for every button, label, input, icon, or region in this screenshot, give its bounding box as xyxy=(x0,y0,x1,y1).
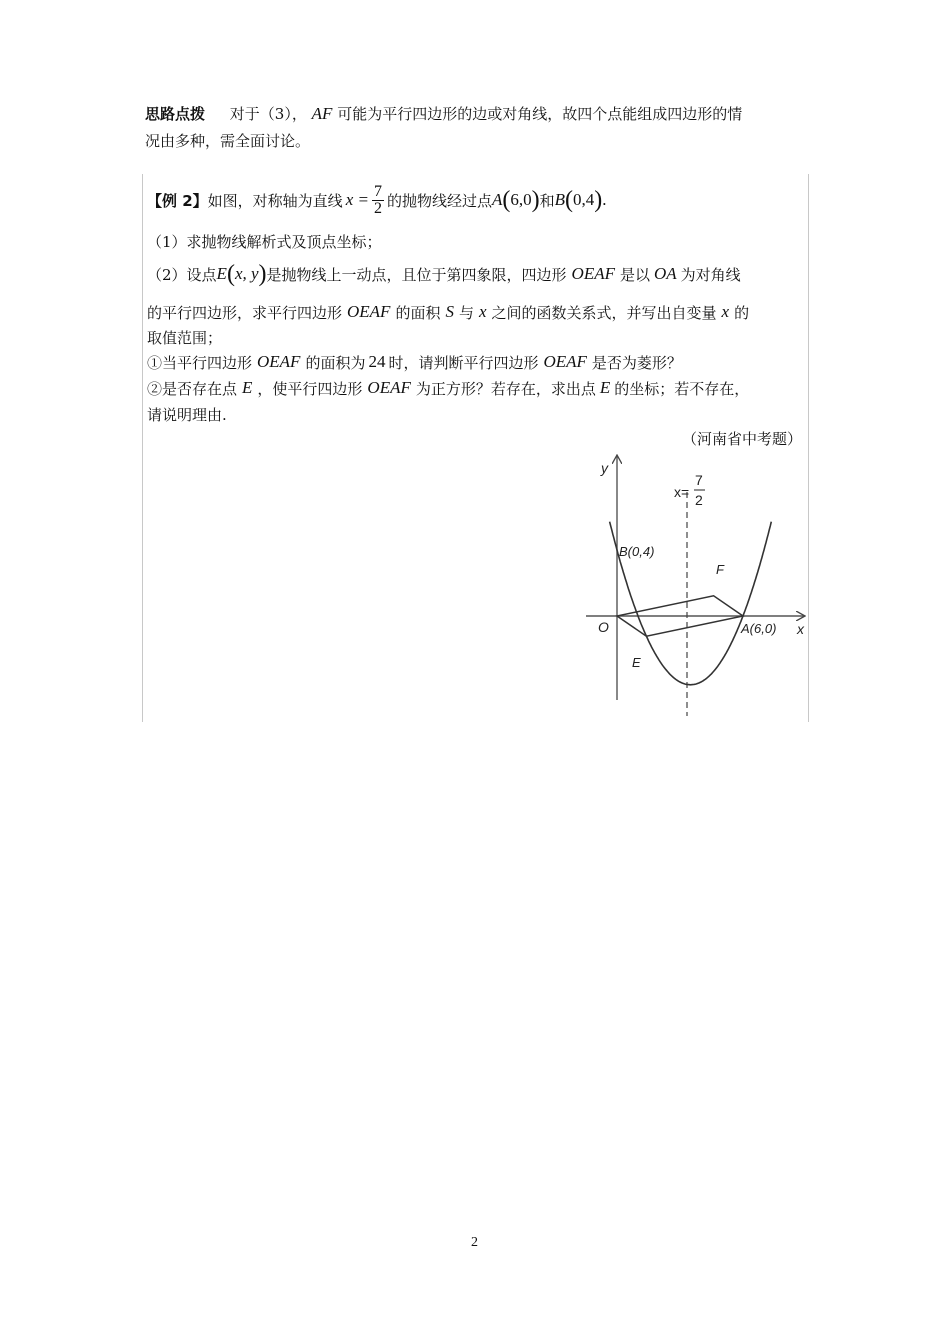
sub2-text-d: 的坐标；若不存在， xyxy=(614,379,750,398)
source-note: （河南省中考题） xyxy=(681,430,802,448)
axis-frac-den: 2 xyxy=(695,492,703,508)
paren-open: ( xyxy=(226,261,235,287)
q2-text-b: 是抛物线上一动点，且位于第四象限，四边形 xyxy=(266,265,567,284)
sub-question-2-line-1 xyxy=(147,376,749,400)
origin-label: O xyxy=(598,619,609,635)
fraction-denominator: 2 xyxy=(373,199,382,217)
page-number: 2 xyxy=(471,1235,478,1250)
q2-text-c: 是以 xyxy=(619,265,650,284)
sub2-oeaf: OEAF xyxy=(367,378,411,397)
paren-close: ) xyxy=(258,261,267,287)
point-f-label: F xyxy=(716,562,724,577)
q2-xy: x, y xyxy=(234,264,259,283)
sub2-e-2: E xyxy=(599,378,611,397)
example-frame-left xyxy=(142,174,143,722)
parabola-figure xyxy=(582,450,810,722)
q2l2-oeaf: OEAF xyxy=(347,302,391,321)
example-line-1 xyxy=(147,178,607,222)
y-axis-label: y xyxy=(601,460,608,476)
hint-line-1 xyxy=(145,103,742,124)
point-a: A xyxy=(491,190,503,209)
example-passes: 的抛物线经过点 xyxy=(386,191,492,210)
x-axis-label: x xyxy=(797,621,804,637)
example-x-eq: x = xyxy=(345,190,369,209)
sub1-oeaf-2: OEAF xyxy=(543,352,587,371)
paren-close: ) xyxy=(531,187,540,213)
point-b-label: B(0,4) xyxy=(619,544,655,559)
q2l2-text-c: 与 xyxy=(458,303,474,322)
q2-point-e: E xyxy=(216,264,227,283)
question-2-line-3: 取值范围； xyxy=(147,329,223,347)
q2l2-text-b: 的面积 xyxy=(395,303,441,322)
sub1-24: 24 xyxy=(368,352,386,371)
point-a-label: A(6,0) xyxy=(741,621,777,636)
axis-eq-label: x= xyxy=(674,484,690,500)
q2-oa: OA xyxy=(654,264,677,283)
point-e-label: E xyxy=(632,655,641,670)
question-2-line-2 xyxy=(147,300,749,324)
paren-open: ( xyxy=(502,187,511,213)
sub-question-2-line-2: 请说明理由. xyxy=(147,406,227,424)
q2-oeaf: OEAF xyxy=(571,264,615,283)
q2-text-d: 为对角线 xyxy=(680,265,741,284)
hint-text-2: 可能为平行四边形的边或对角线，故四个点能组成四边形的情 xyxy=(337,105,743,123)
example-intro: 如图，对称轴为直线 xyxy=(207,191,343,210)
sub1-text-c: 时，请判断平行四边形 xyxy=(388,353,539,372)
hint-text-1: 对于（3）， xyxy=(229,105,307,123)
axis-frac-num: 7 xyxy=(695,472,703,488)
sub2-e: E xyxy=(242,378,253,397)
example-period: . xyxy=(602,190,607,209)
sub-question-1 xyxy=(147,350,682,374)
sub1-text-b: 的面积为 xyxy=(305,353,366,372)
hint-label: 思路点拨 xyxy=(145,105,206,123)
hint-line-2: 况由多种，需全面讨论。 xyxy=(145,132,311,150)
sub2-text-b: ，使平行四边形 xyxy=(257,379,363,398)
fraction-numerator: 7 xyxy=(373,182,382,200)
example-fraction xyxy=(372,184,384,217)
q2l2-x2: x xyxy=(721,302,730,321)
q2l2-text-a: 的平行四边形，求平行四边形 xyxy=(147,303,343,322)
coord-b: 0,4 xyxy=(573,190,595,209)
sub2-text-c: 为正方形？若存在，求出点 xyxy=(415,379,596,398)
q2l2-s: S xyxy=(445,302,454,321)
paren-close: ) xyxy=(594,187,603,213)
q2l2-text-d: 之间的函数关系式，并写出自变量 xyxy=(491,303,717,322)
hint-af: AF xyxy=(311,104,333,123)
coord-a: 6,0 xyxy=(510,190,532,209)
q2l2-text-e: 的 xyxy=(734,303,750,322)
point-b: B xyxy=(554,190,566,209)
q2l2-x: x xyxy=(478,302,487,321)
sub1-oeaf: OEAF xyxy=(257,352,301,371)
question-1: （1）求抛物线解析式及顶点坐标； xyxy=(147,233,382,251)
question-2-line-1 xyxy=(147,258,741,290)
sub1-text-a: ①当平行四边形 xyxy=(147,353,253,372)
sub2-text-a: ②是否存在点 xyxy=(147,379,238,398)
paren-open: ( xyxy=(565,187,574,213)
example-label: 【例 2】 xyxy=(147,191,208,210)
example-and: 和 xyxy=(539,191,555,210)
sub1-text-d: 是否为菱形？ xyxy=(591,353,682,372)
q2-text-a: （2）设点 xyxy=(147,265,217,284)
